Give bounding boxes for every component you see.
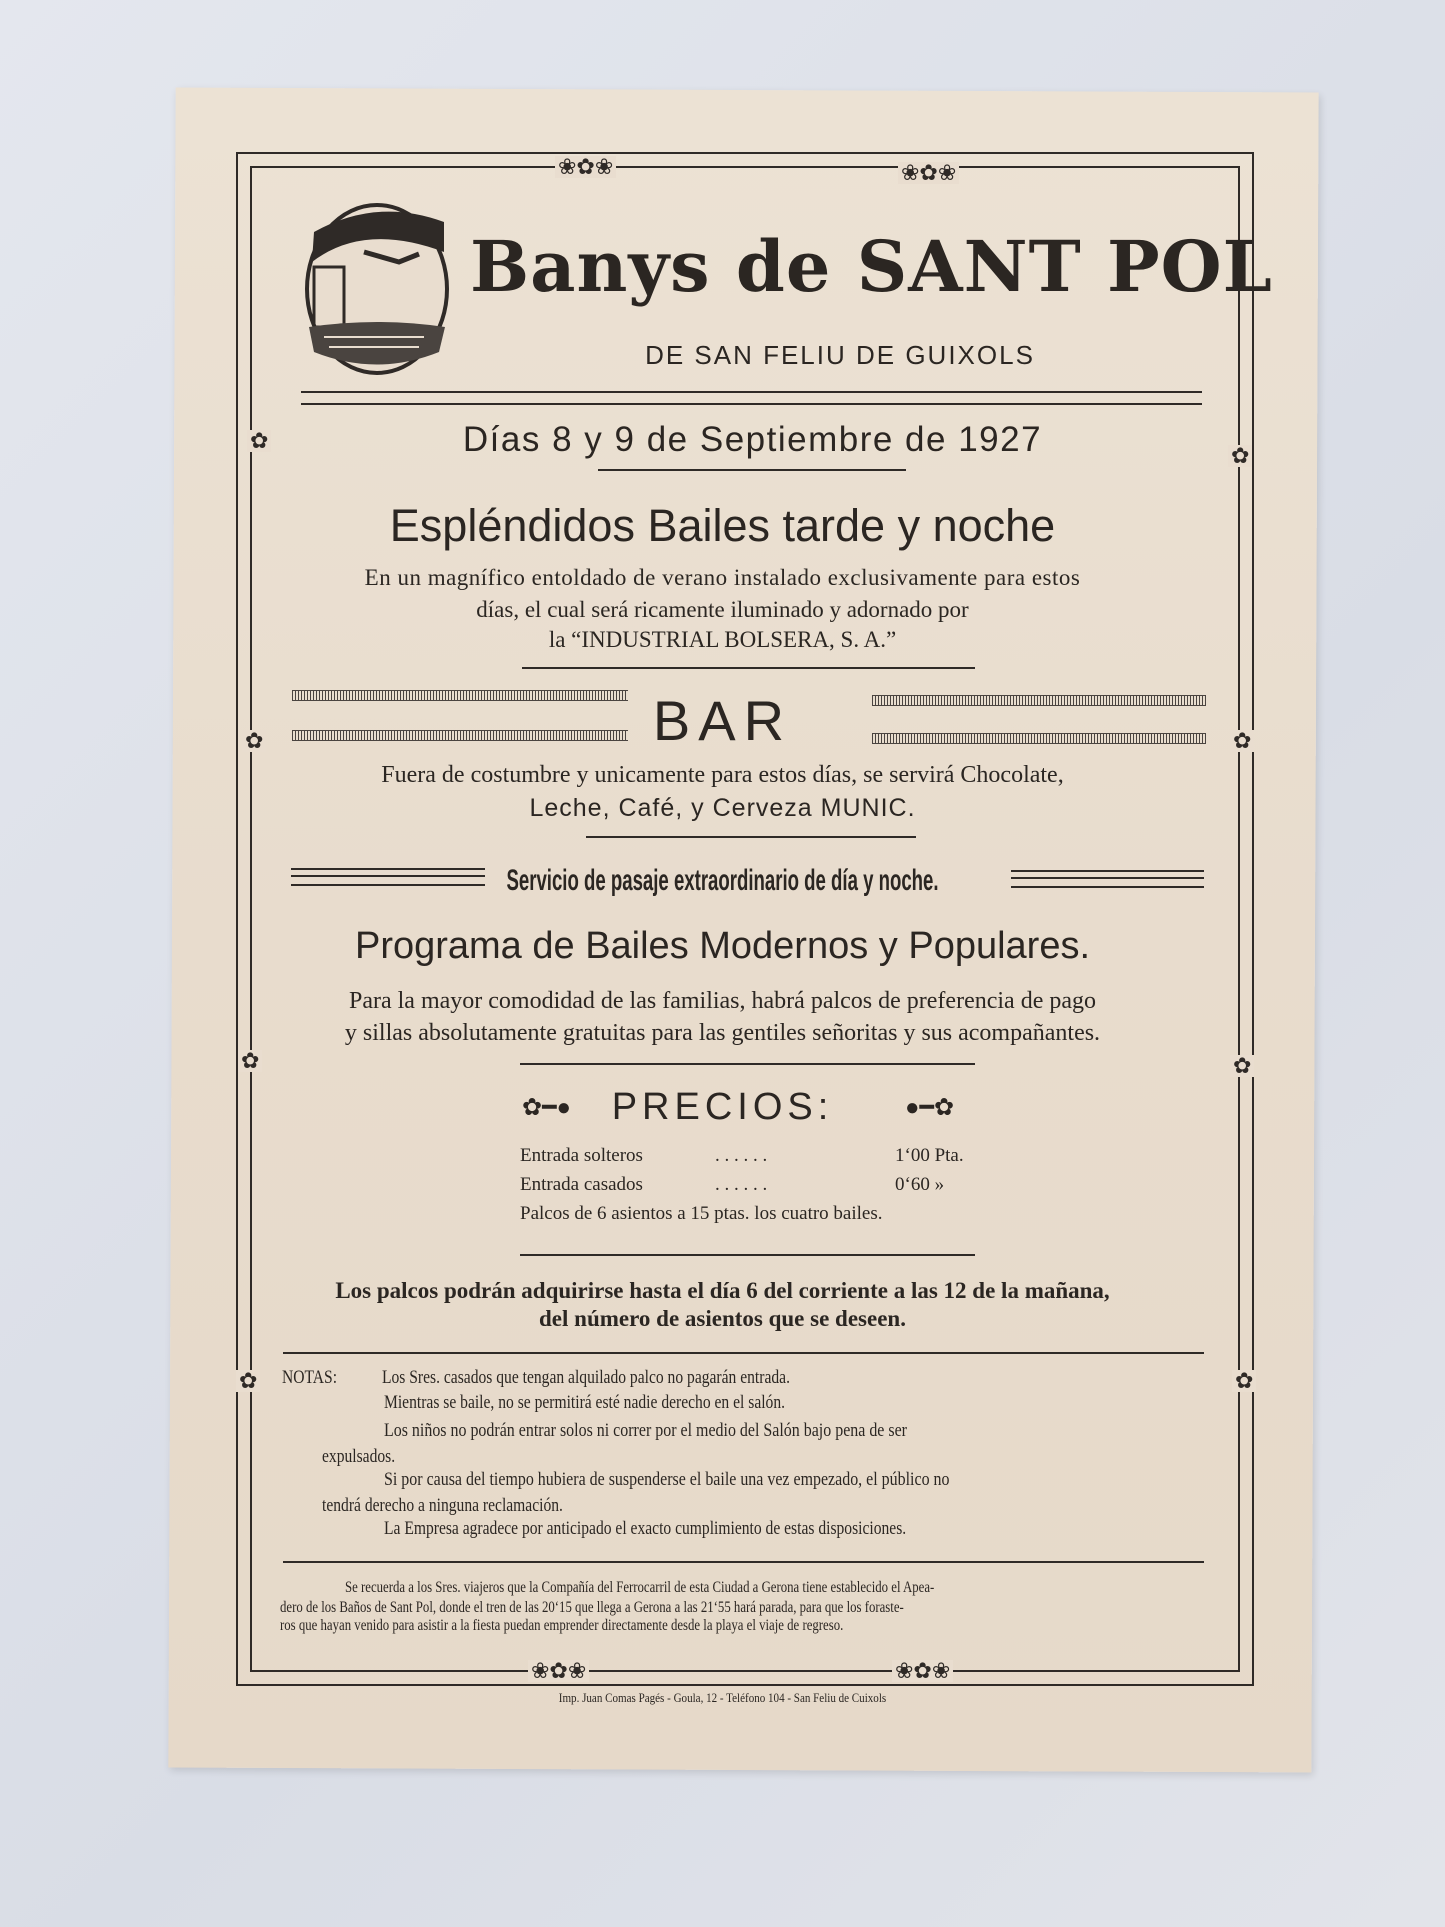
- notes-label: NOTAS:: [282, 1367, 338, 1388]
- headline: Espléndidos Bailes tarde y noche: [389, 500, 1056, 551]
- note-line: La Empresa agradece por anticipado el exacto cumplimiento de estas disposiciones.: [384, 1518, 907, 1539]
- divider: [598, 469, 906, 471]
- price-value: 0‘60 »: [895, 1174, 945, 1195]
- divider: [283, 1352, 1204, 1354]
- train-line: dero de los Baños de Sant Pol, donde el tren de las 20‘15 que llega a Gerona a las 21‘55 hará parada, para que los foraste-: [280, 1599, 904, 1616]
- flower-ornament-icon: ❀✿❀: [555, 156, 616, 178]
- event-dates: Días 8 y 9 de Septiembre de 1927: [462, 420, 1043, 459]
- divider: [301, 403, 1202, 405]
- right-flower-ornament-icon: ●━✿: [905, 1095, 955, 1121]
- program-line: Para la mayor comodidad de las familias, habrá palcos de preferencia de pago: [348, 988, 1096, 1014]
- intro-line: días, el cual será ricamente iluminado y adornado por: [476, 597, 969, 622]
- flower-ornament-icon: ❀✿❀: [892, 1660, 953, 1682]
- price-value: 1‘00 Pta.: [895, 1145, 964, 1166]
- note-line: Los Sres. casados que tengan alquilado palco no pagarán entrada.: [382, 1367, 790, 1388]
- price-dots: . . . . . .: [715, 1145, 768, 1166]
- poster-subtitle: DE SAN FELIU DE GUIXOLS: [645, 340, 1035, 370]
- divider: [520, 1254, 975, 1256]
- price-label: Entrada casados: [520, 1174, 643, 1195]
- diver-logo-icon: [304, 202, 450, 376]
- rose-ornament-icon: ✿: [247, 430, 271, 452]
- rose-ornament-icon: ✿: [1232, 1370, 1256, 1392]
- note-line: Si por causa del tiempo hubiera de suspenderse el baile una vez empezado, el público no: [384, 1469, 950, 1490]
- program-title: Programa de Bailes Modernos y Populares.: [354, 925, 1091, 967]
- note-line: expulsados.: [322, 1446, 396, 1467]
- printer-imprint: Imp. Juan Comas Pagés - Goula, 12 - Teléfono 104 - San Feliu de Cuixols: [558, 1690, 887, 1705]
- divider: [522, 667, 975, 669]
- program-line: y sillas absolutamente gratuitas para las gentiles señoritas y sus acompañantes.: [344, 1020, 1101, 1046]
- divider: [283, 1561, 1204, 1563]
- intro-line: En un magnífico entoldado de verano instalado exclusivamente para estos: [364, 565, 1081, 590]
- booking-line: Los palcos podrán adquirirse hasta el día 6 del corriente a las 12 de la mañana,: [335, 1278, 1110, 1303]
- palcos-price: Palcos de 6 asientos a 15 ptas. los cuatro bailes.: [520, 1203, 883, 1224]
- note-line: Mientras se baile, no se permitirá esté nadie derecho en el salón.: [384, 1392, 786, 1413]
- price-label: Entrada solteros: [520, 1145, 643, 1166]
- train-line: ros que hayan venido para asistir a la fiesta puedan emprender directamente desde la playa el viaje de regreso.: [280, 1617, 844, 1634]
- bar-title: BAR: [652, 689, 793, 752]
- bar-line: Leche, Café, y Cerveza MUNIC.: [529, 794, 916, 822]
- flower-ornament-icon: ❀✿❀: [528, 1660, 589, 1682]
- divider: [586, 836, 916, 838]
- divider: [301, 391, 1202, 393]
- rose-ornament-icon: ✿: [236, 1370, 260, 1392]
- divider: [520, 1063, 975, 1065]
- note-line: Los niños no podrán entrar solos ni correr por el medio del Salón bajo pena de ser: [384, 1420, 908, 1441]
- poster-title: Banys de SANT POL: [470, 225, 1273, 308]
- train-line: Se recuerda a los Sres. viajeros que la Compañía del Ferrocarril de esta Ciudad a Gerona tiene establecido el Apea-: [345, 1579, 935, 1596]
- service-notice: Servicio de pasaje extraordinario de día y noche.: [506, 864, 939, 897]
- rose-ornament-icon: ✿: [1230, 1055, 1254, 1077]
- bar-line: Fuera de costumbre y unicamente para estos días, se servirá Chocolate,: [381, 762, 1064, 788]
- flower-ornament-icon: ❀✿❀: [898, 162, 959, 184]
- booking-line: del número de asientos que se deseen.: [539, 1306, 906, 1331]
- rose-ornament-icon: ✿: [238, 1050, 262, 1072]
- intro-line: la “INDUSTRIAL BOLSERA, S. A.”: [548, 627, 897, 652]
- prices-title: PRECIOS:: [611, 1086, 834, 1128]
- left-flower-ornament-icon: ✿━●: [522, 1095, 572, 1121]
- rose-ornament-icon: ✿: [242, 730, 266, 752]
- price-dots: . . . . . .: [715, 1174, 768, 1195]
- rose-ornament-icon: ✿: [1228, 445, 1252, 467]
- note-line: tendrá derecho a ninguna reclamación.: [322, 1495, 563, 1516]
- rose-ornament-icon: ✿: [1230, 730, 1254, 752]
